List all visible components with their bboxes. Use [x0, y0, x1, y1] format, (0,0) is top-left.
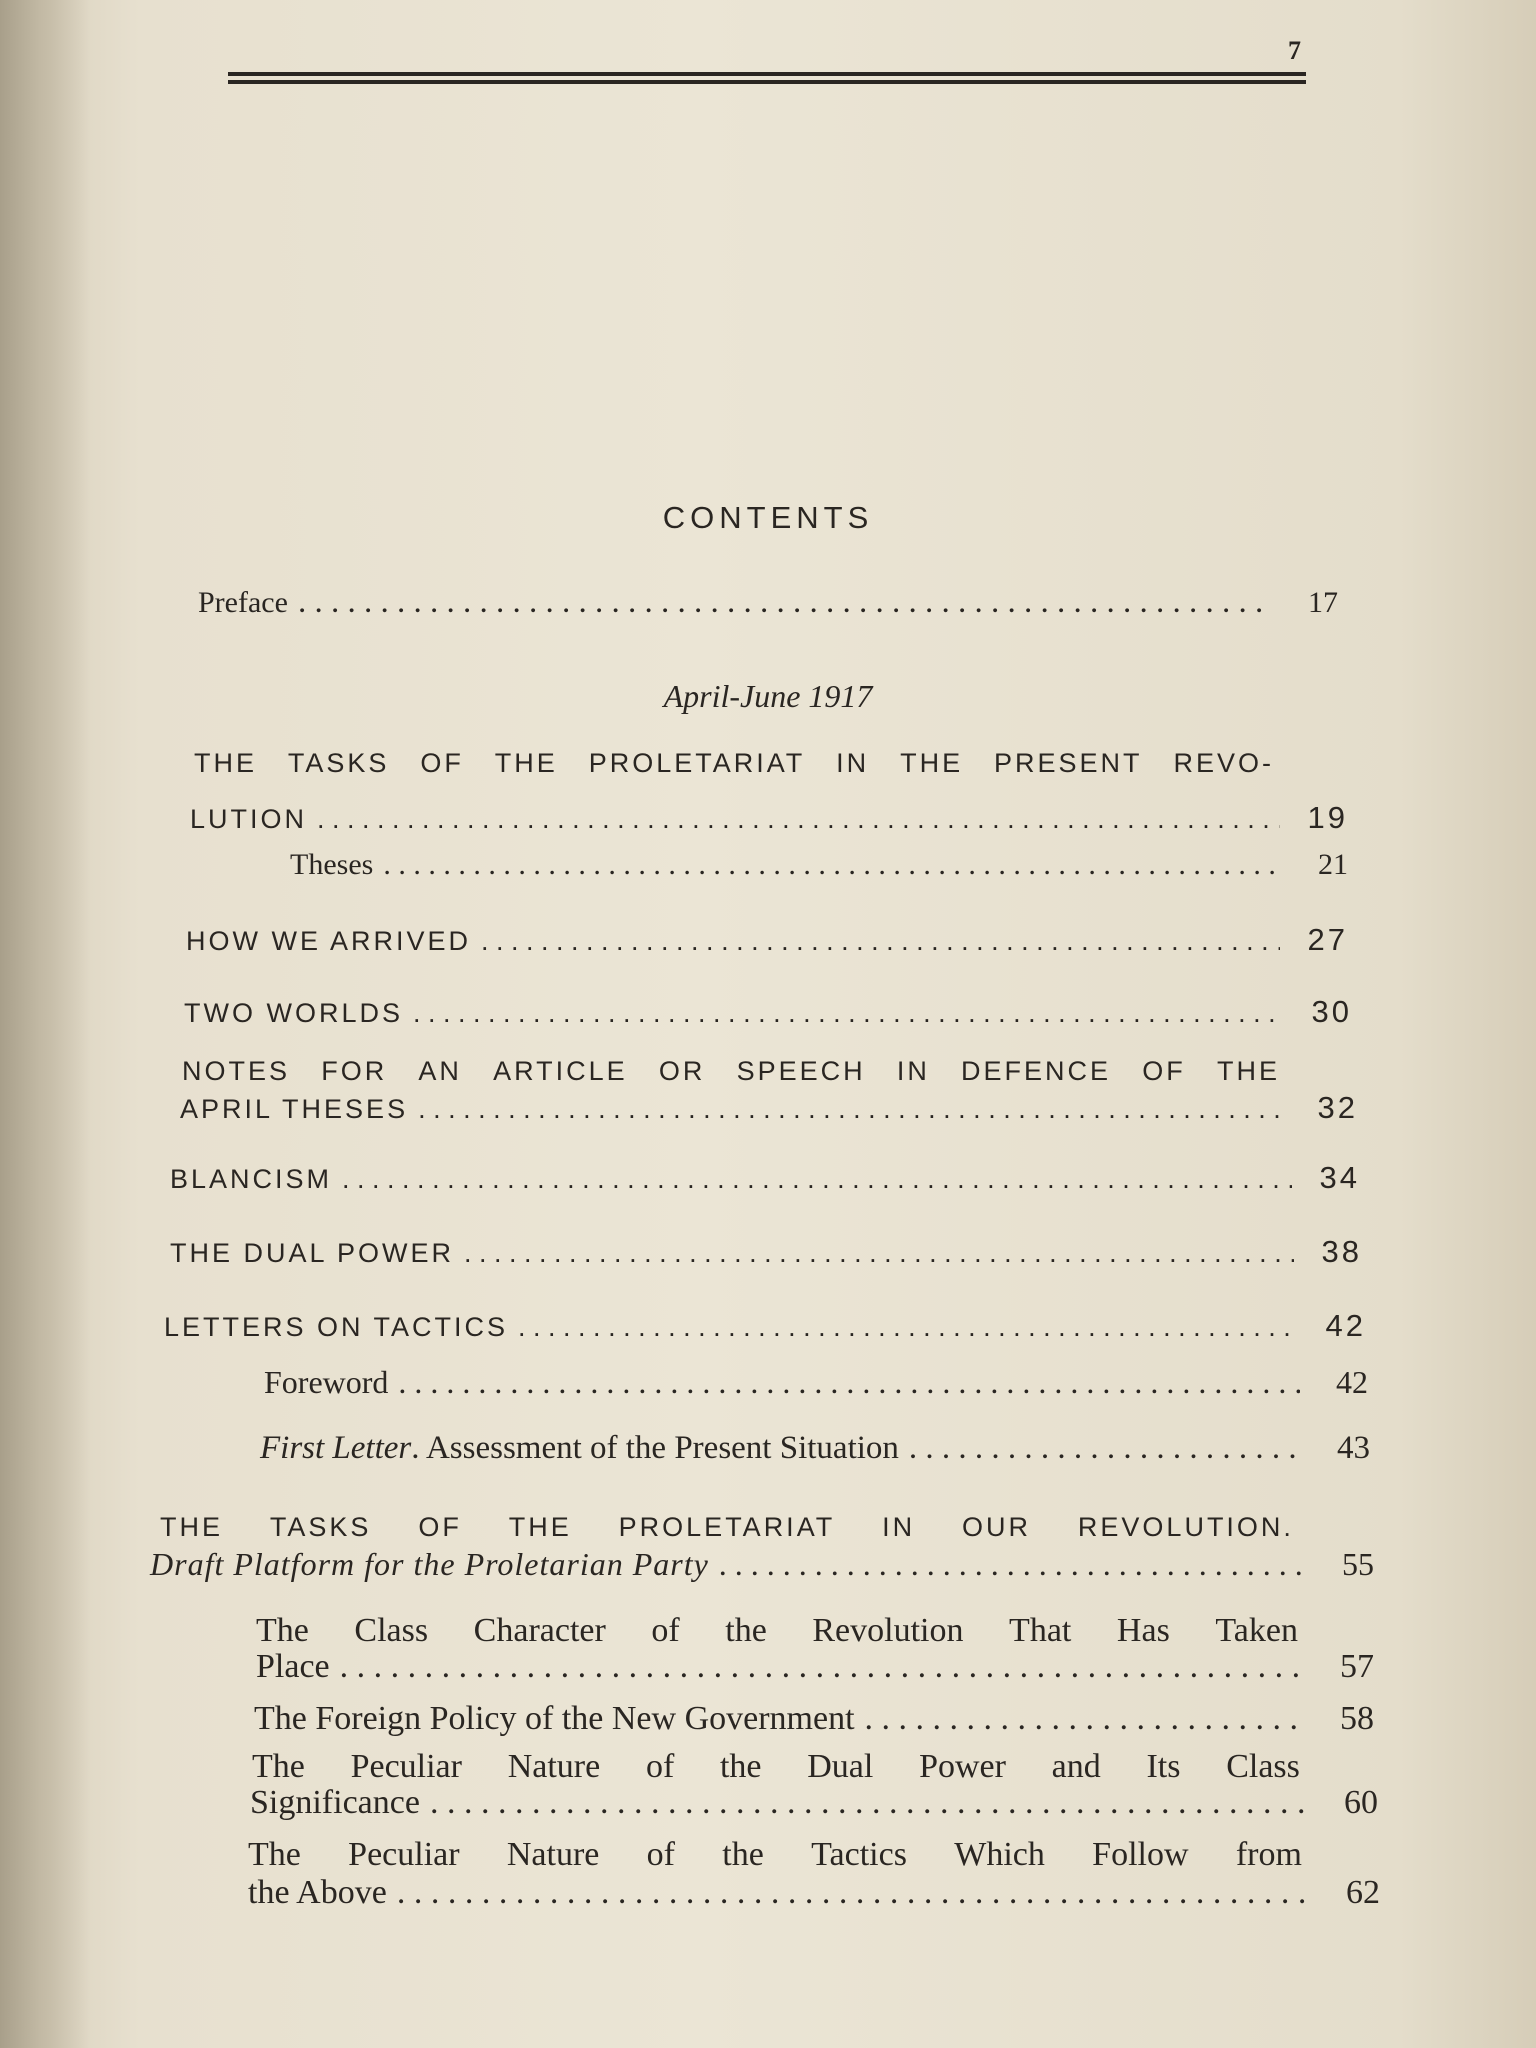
word: Taken [1215, 1612, 1298, 1649]
word: and [1051, 1748, 1101, 1785]
word: OUR [962, 1512, 1031, 1542]
dot-leader [418, 1094, 1290, 1125]
toc-page: 27 [1307, 922, 1348, 957]
toc-entry-tasks-our [150, 1546, 1374, 1583]
word: IN [882, 1512, 916, 1542]
toc-title: THE DUAL POWER [170, 1238, 455, 1268]
toc-page: 57 [1340, 1648, 1374, 1685]
dot-leader [298, 584, 1270, 621]
word: IN [836, 748, 870, 778]
toc-entry-tasks-our-line1 [160, 1512, 1294, 1543]
word: Dual [807, 1748, 874, 1785]
word: SPEECH [736, 1056, 866, 1086]
word: FOR [321, 1056, 388, 1086]
word: Tactics [811, 1836, 907, 1873]
spine-shadow [0, 0, 90, 2048]
toc-entry-peculiar-dual [250, 1784, 1378, 1822]
word: OF [1142, 1056, 1186, 1086]
word: Class [354, 1612, 429, 1649]
toc-entry-foreword [264, 1364, 1368, 1401]
toc-entry-peculiar-tactics-line1 [248, 1836, 1302, 1874]
toc-title: TWO WORLDS [184, 998, 403, 1028]
toc-title: BLANCISM [170, 1164, 333, 1194]
word: The [256, 1612, 309, 1649]
toc-title: HOW WE ARRIVED [186, 926, 472, 956]
word: PROLETARIAT [588, 748, 806, 778]
word: OF [420, 748, 464, 778]
toc-page: 38 [1321, 1234, 1362, 1269]
toc-page: 60 [1344, 1784, 1378, 1821]
toc-page: 55 [1342, 1546, 1374, 1582]
word: from [1235, 1836, 1302, 1873]
toc-title-rest: . Assessment of the Present Situation [411, 1430, 899, 1466]
word: THE [194, 748, 257, 778]
toc-title: Significance [250, 1784, 420, 1821]
toc-entry-theses [290, 848, 1348, 882]
word: Class [1226, 1748, 1300, 1785]
toc-entry-blancism [170, 1160, 1360, 1196]
word: THE [160, 1512, 223, 1542]
toc-title: LUTION [190, 804, 308, 834]
dot-leader [865, 1700, 1306, 1738]
word: Nature [506, 1836, 600, 1873]
word: Peculiar [348, 1836, 460, 1873]
toc-page: 30 [1311, 994, 1352, 1029]
toc-page: 19 [1307, 800, 1348, 835]
word: ARTICLE [493, 1056, 628, 1086]
toc-entry-dual-power [170, 1234, 1362, 1270]
toc-entry-how-we-arrived [186, 922, 1348, 958]
toc-page: 58 [1340, 1700, 1374, 1737]
toc-title: Place [256, 1648, 330, 1685]
toc-entry-notes-article [180, 1090, 1358, 1126]
dot-leader [464, 1238, 1294, 1269]
word: Power [919, 1748, 1006, 1785]
toc-page: 21 [1318, 848, 1348, 881]
word: PROLETARIAT [618, 1512, 836, 1542]
toc-title: Draft Platform for the Proletarian Party [150, 1546, 709, 1582]
toc-page: 62 [1346, 1874, 1380, 1911]
toc-entry-tasks-present-line1 [194, 748, 1274, 779]
word: REVO- [1173, 748, 1274, 778]
word: OF [418, 1512, 462, 1542]
toc-title: the Above [248, 1874, 387, 1911]
word: OR [658, 1056, 706, 1086]
word: AN [418, 1056, 462, 1086]
dot-leader [909, 1430, 1302, 1467]
toc-title: APRIL THESES [180, 1094, 409, 1124]
word: The [248, 1836, 301, 1873]
word: the [722, 1836, 764, 1873]
dot-leader [342, 1164, 1292, 1195]
word: THE [900, 748, 964, 778]
word: Revolution [812, 1612, 964, 1649]
toc-page: 34 [1319, 1160, 1360, 1195]
dot-leader [481, 926, 1280, 957]
word: of [645, 1748, 675, 1785]
word: Has [1116, 1612, 1170, 1649]
word: Peculiar [350, 1748, 462, 1785]
toc-entry-peculiar-tactics [248, 1874, 1380, 1912]
dot-leader [430, 1784, 1310, 1822]
dot-leader [383, 848, 1280, 882]
section-date: April-June 1917 [663, 678, 873, 714]
dot-leader [317, 804, 1280, 835]
toc-title: The Foreign Policy of the New Government [254, 1700, 855, 1737]
toc-entry-tasks-present [190, 800, 1348, 836]
toc-title: Theses [290, 848, 374, 881]
toc-page: 42 [1325, 1308, 1366, 1343]
toc-title: LETTERS ON TACTICS [164, 1312, 509, 1342]
word: THE [494, 748, 558, 778]
toc-entry-first-letter [260, 1430, 1370, 1467]
word: NOTES [182, 1056, 291, 1086]
toc-entry-foreign-policy [254, 1700, 1374, 1738]
toc-entry-two-worlds [184, 994, 1352, 1030]
word: the [719, 1748, 762, 1785]
word: of [646, 1836, 675, 1873]
word: Its [1146, 1748, 1181, 1785]
word: DEFENCE [961, 1056, 1112, 1086]
dot-leader [340, 1648, 1306, 1686]
word: the [725, 1612, 767, 1649]
word: Follow [1092, 1836, 1189, 1873]
word: Nature [507, 1748, 601, 1785]
word: Character [473, 1612, 606, 1649]
word: THE [1216, 1056, 1280, 1086]
page-number: 7 [1288, 36, 1301, 65]
toc-page: 32 [1317, 1090, 1358, 1125]
toc-title [260, 1430, 899, 1467]
word: REVOLUTION. [1077, 1512, 1294, 1542]
word: of [651, 1612, 680, 1649]
dot-leader [413, 998, 1284, 1029]
toc-page: 17 [1308, 586, 1338, 619]
word: TASKS [269, 1512, 372, 1542]
word: That [1009, 1612, 1072, 1649]
toc-title: Foreword [264, 1364, 389, 1400]
toc-title: Preface [198, 586, 288, 619]
word: IN [896, 1056, 930, 1086]
toc-entry-class-character [256, 1648, 1374, 1686]
toc-title-italic: First Letter [260, 1430, 412, 1466]
word: TASKS [287, 748, 390, 778]
toc-entry-peculiar-dual-line1 [252, 1748, 1300, 1786]
toc-entry-letters-on-tactics [164, 1308, 1366, 1344]
word: THE [508, 1512, 572, 1542]
toc-entry-class-character-line1 [256, 1612, 1298, 1650]
word: The [252, 1748, 305, 1785]
dot-leader [397, 1874, 1312, 1912]
toc-page: 43 [1337, 1430, 1370, 1466]
header-rule [228, 72, 1306, 76]
contents-heading: CONTENTS [662, 500, 874, 535]
word: Which [954, 1836, 1045, 1873]
dot-leader [518, 1312, 1298, 1343]
dot-leader [719, 1546, 1306, 1583]
toc-entry-notes-line1 [182, 1056, 1280, 1087]
toc-entry-preface [198, 584, 1338, 621]
word: PRESENT [994, 748, 1143, 778]
dot-leader [398, 1364, 1300, 1401]
toc-page: 42 [1336, 1364, 1368, 1400]
